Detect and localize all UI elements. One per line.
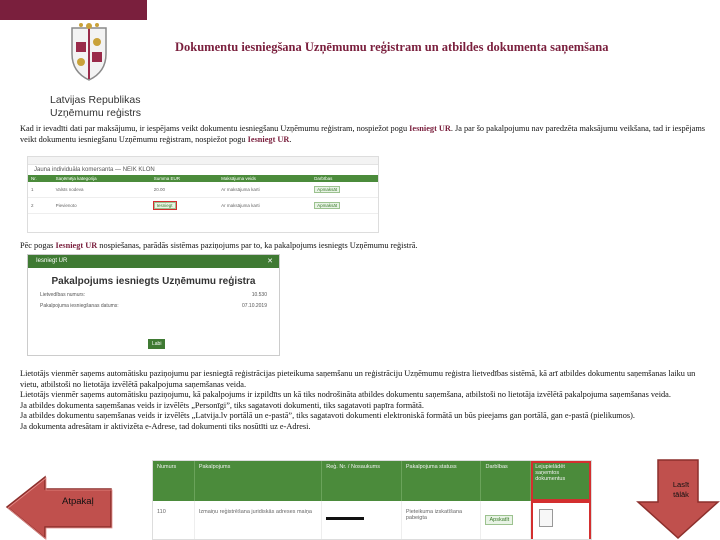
close-icon[interactable]: ✕: [267, 258, 273, 265]
screenshot-submitted-modal: [27, 254, 280, 356]
modal-row: [28, 303, 279, 309]
p1-text-b: . Ja par šo pakalpojumu nav paredzēta maksājumu veikšana, tad ir iespējams veikt dokumentu iesniegšanu Uzņēmumu reģistram, nospiežot pogu: [20, 124, 706, 144]
read-more-line-1: Lasīt: [672, 480, 690, 489]
col-reg-nr: Reģ. Nr. / Nosaukums: [322, 461, 402, 501]
cell-nr: 2: [28, 198, 53, 214]
cell-number: 110: [153, 501, 195, 540]
col-actions: Darbības: [311, 175, 378, 182]
shot1-topbar: [28, 157, 378, 165]
cell-download: [531, 501, 591, 540]
pay-button[interactable]: Apmaksāt: [314, 186, 340, 193]
back-label[interactable]: Atpakaļ: [62, 496, 94, 507]
col-download: Lejupielādēt saņemtos dokumentus: [531, 461, 591, 501]
cell-sum: [151, 198, 218, 214]
table-row: [28, 198, 378, 214]
p3-line: Lietotājs vienmēr saņems automātisku paziņojumu par iesniegtā reģistrācijas pieteikuma saņemšanu un reģistrāciju Uzņēmumu reģistra lietvedības sistēmā, kā arī atbildes dokumentu saņemšanas laiku un vietu, atbilstoši no lietotāja izvēlētā pakalpojuma saņemšanas veida.: [20, 369, 696, 389]
paragraph-notifications: [20, 369, 712, 432]
cell-category: Valsts nodeva: [53, 182, 151, 198]
pay-button[interactable]: Apmaksāt: [314, 202, 340, 209]
screenshot-services-table: [152, 460, 592, 540]
table-row: [153, 501, 591, 540]
cell-type: Ar maksājuma karti: [218, 198, 311, 214]
ok-button[interactable]: Labi: [148, 339, 165, 349]
cell-category: Pievienoto: [53, 198, 151, 214]
payments-table: [28, 175, 378, 214]
p1-button-ref-a: Iesniegt UR: [409, 124, 451, 133]
cell-reg-nr: [322, 501, 402, 540]
modal-row-label: Pakalpojuma iesniegšanas datums:: [40, 303, 119, 309]
modal-row-value: 10.530: [251, 292, 267, 298]
table-row: [28, 182, 378, 198]
submit-ur-button[interactable]: Iesniegt: [154, 202, 176, 209]
modal-row-value: 07.10.2019: [241, 303, 267, 309]
p3-line: Ja dokumenta adresātam ir aktivizēta e-Adrese, tad dokumenti tiks nosūtīti uz e-Adresi.: [20, 421, 311, 431]
cell-type: Ar maksājuma karti: [218, 182, 311, 198]
cell-service[interactable]: Izmaiņu reģistrēšana juridiskās adreses maiņa: [195, 501, 322, 540]
p3-line: Lietotājs vienmēr saņems automātisku paziņojumu, kā pakalpojums ir izpildīts un kā tiks nodrošināta atbildes dokumentu saņemšana, atbilstoši no lietotāja izvēlētā pakalpojuma saņemšanas veida.: [20, 390, 671, 399]
p1-text-a: Kad ir ievadīti dati par maksājumu, ir iespējams veikt dokumentu iesniegšanu Uzņēmumu reģistram, nospiežot pogu: [20, 124, 410, 133]
col-status: Pakalpojuma statuss: [402, 461, 482, 501]
modal-row: [28, 292, 279, 298]
p1-button-ref-b: Iesniegt UR: [247, 134, 290, 144]
p1-text-c: .: [289, 134, 292, 144]
brand-line-2: Uzņēmumu reģistrs: [50, 107, 142, 119]
read-more-line-2: tālāk: [673, 490, 689, 499]
modal-row-label: Lietvedības numurs:: [40, 292, 86, 298]
cell-actions: [311, 182, 378, 198]
col-type: Maksājuma veids: [218, 175, 311, 182]
p2-text-a: Pēc pogas: [20, 241, 56, 250]
p2-button-ref: Iesniegt UR: [55, 241, 98, 250]
pdf-file-icon[interactable]: [539, 509, 553, 527]
cell-sum: 20.00: [151, 182, 218, 198]
services-header-row: [153, 461, 591, 501]
paragraph-confirmation: [20, 241, 710, 252]
col-service: Pakalpojums: [195, 461, 322, 501]
coat-of-arms-icon: [66, 22, 112, 82]
modal-header: [28, 255, 279, 268]
col-nr: Nr.: [28, 175, 53, 182]
view-button[interactable]: Apskatīt: [485, 515, 513, 525]
redacted-bar: [326, 517, 364, 520]
p3-line: Ja atbildes dokumenta saņemšanas veids ir izvēlēts „Personīgi”, tiks sagatavoti dokumenti, tiks sagatavoti papīra formātā.: [20, 400, 424, 410]
shot1-subtitle: Jauna individuāla komersanta — NEIK KLON: [34, 167, 155, 173]
modal-title: Pakalpojums iesniegts Uzņēmumu reģistra: [51, 276, 256, 287]
col-number: Numurs: [153, 461, 195, 501]
ur-logo: [44, 18, 140, 130]
read-more-label[interactable]: [666, 480, 696, 500]
paragraph-submission: [20, 124, 710, 145]
cell-actions: [311, 198, 378, 214]
cell-actions: [481, 501, 531, 540]
screenshot-payments-table: [27, 156, 379, 233]
col-category: Saņēmēja kategorija: [53, 175, 151, 182]
modal-header-label: Iesniegt UR: [36, 258, 68, 264]
cell-nr: 1: [28, 182, 53, 198]
col-sum: Summa EUR: [151, 175, 218, 182]
page-title: Dokumentu iesniegšana Uzņēmumu reģistram un atbildes dokumenta saņemšana: [175, 40, 609, 54]
brand-line-1: Latvijas Republikas: [50, 94, 141, 106]
col-actions: Darbības: [481, 461, 531, 501]
back-arrow-icon[interactable]: [5, 475, 115, 540]
cell-status: Pieteikuma izskatīšana pabeigta: [402, 501, 482, 540]
p2-text-b: nospiešanas, parādās sistēmas paziņojums par to, ka pakalpojums iesniegts Uzņēmumu reģistrā.: [97, 241, 418, 250]
p3-line: Ja atbildes dokumentu saņemšanas veids ir izvēlēts „Latvija.lv portālā un e-pastā”, tiks sagatavoti dokumenti elektroniskā formātā un būs pieejams gan portālā, gan e-pastā (pielikumos).: [20, 411, 635, 420]
corner-accent-block: [0, 0, 147, 20]
